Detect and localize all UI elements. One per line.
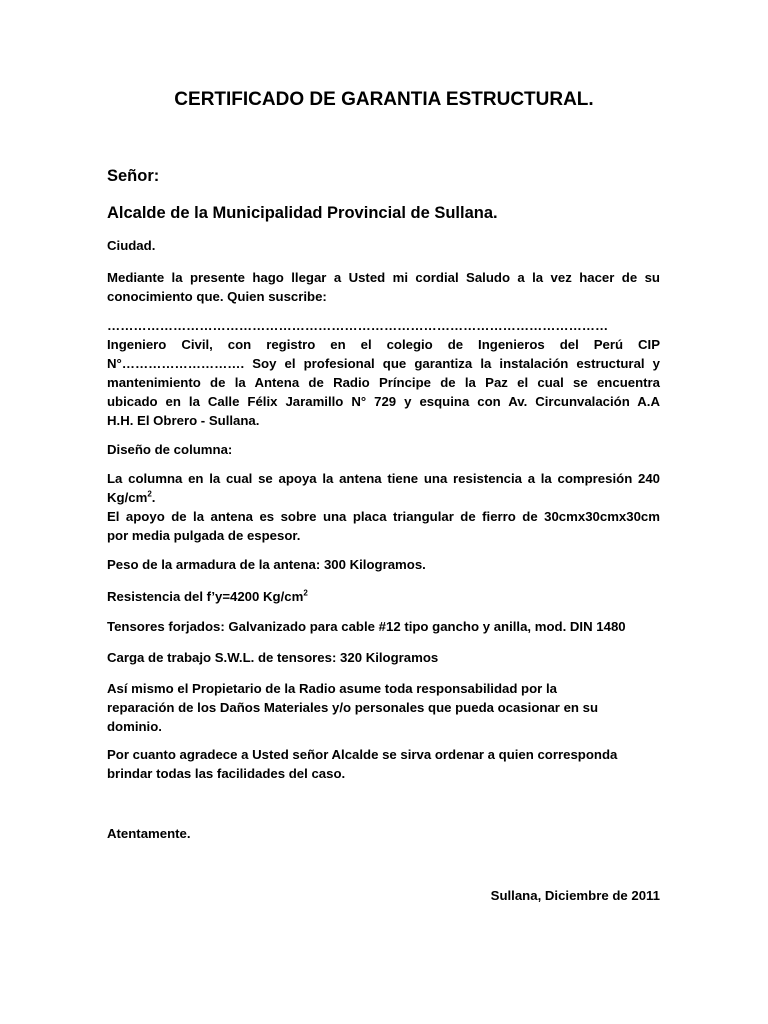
load-line: Carga de trabajo S.W.L. de tensores: 320 Kilogramos (107, 650, 439, 665)
resistance-line: Resistencia del f’y=4200 $Kg/cm^2$ (107, 588, 308, 604)
addressee: Alcalde de la Municipalidad Provincial de Sullana. (107, 204, 498, 222)
superscript: 2 (303, 588, 308, 598)
column-line: El apoyo de la antena es sobre una placa triangular de fierro de 30cmx30cmx30cm (107, 509, 660, 524)
engineer-paragraph (107, 316, 660, 430)
tensors-line: Tensores forjados: Galvanizado para cable #12 tipo gancho y anilla, mod. DIN 1480 (107, 619, 626, 634)
intro-line: conocimiento que. Quien suscribe: (107, 289, 327, 304)
signoff: Atentamente. (107, 826, 191, 841)
closing-line: brindar todas las facilidades del caso. (107, 766, 346, 781)
document-title: CERTIFICADO DE GARANTIA ESTRUCTURAL. (174, 89, 594, 110)
dotted-signature-line: …………………………………………………………………………………………………… (107, 318, 609, 333)
engineer-line: Ingeniero Civil, con registro en el colegio de Ingenieros del Perú CIP (107, 337, 660, 352)
owner-paragraph (107, 679, 660, 736)
column-line: $Kg/cm^2$. (107, 489, 156, 505)
greeting: Señor: (107, 167, 160, 185)
intro-paragraph (107, 268, 660, 306)
column-line: La columna en la cual se apoya la antena tiene una resistencia a la compresión 240 (107, 471, 660, 486)
intro-line: Mediante la presente hago llegar a Usted mi cordial Saludo a la vez hacer de su (107, 270, 660, 285)
engineer-line: mantenimiento de la Antena de Radio Príncipe de la Paz el cual se encuentra (107, 375, 660, 390)
engineer-line: N°………………………. Soy el profesional que garantiza la instalación estructural y (107, 356, 660, 371)
weight-line: Peso de la armadura de la antena: 300 Kilogramos. (107, 557, 426, 572)
superscript: 2 (147, 489, 152, 499)
place-date: Sullana, Diciembre de 2011 (490, 888, 660, 903)
closing-line: Por cuanto agradece a Usted señor Alcalde se sirva ordenar a quien corresponda (107, 747, 618, 762)
owner-line: dominio. (107, 719, 162, 734)
column-heading: Diseño de columna: (107, 442, 233, 457)
column-paragraph (107, 469, 660, 545)
closing-paragraph (107, 745, 660, 783)
city-line: Ciudad. (107, 238, 156, 253)
owner-line: Así mismo el Propietario de la Radio asume toda responsabilidad por la (107, 681, 557, 696)
engineer-line: ubicado en la Calle Félix Jaramillo N° 729 y esquina con Av. Circunvalación A.A (107, 394, 660, 409)
owner-line: reparación de los Daños Materiales y/o personales que pueda ocasionar en su (107, 700, 599, 715)
engineer-line: H.H. El Obrero - Sullana. (107, 413, 260, 428)
column-line: por media pulgada de espesor. (107, 528, 301, 543)
